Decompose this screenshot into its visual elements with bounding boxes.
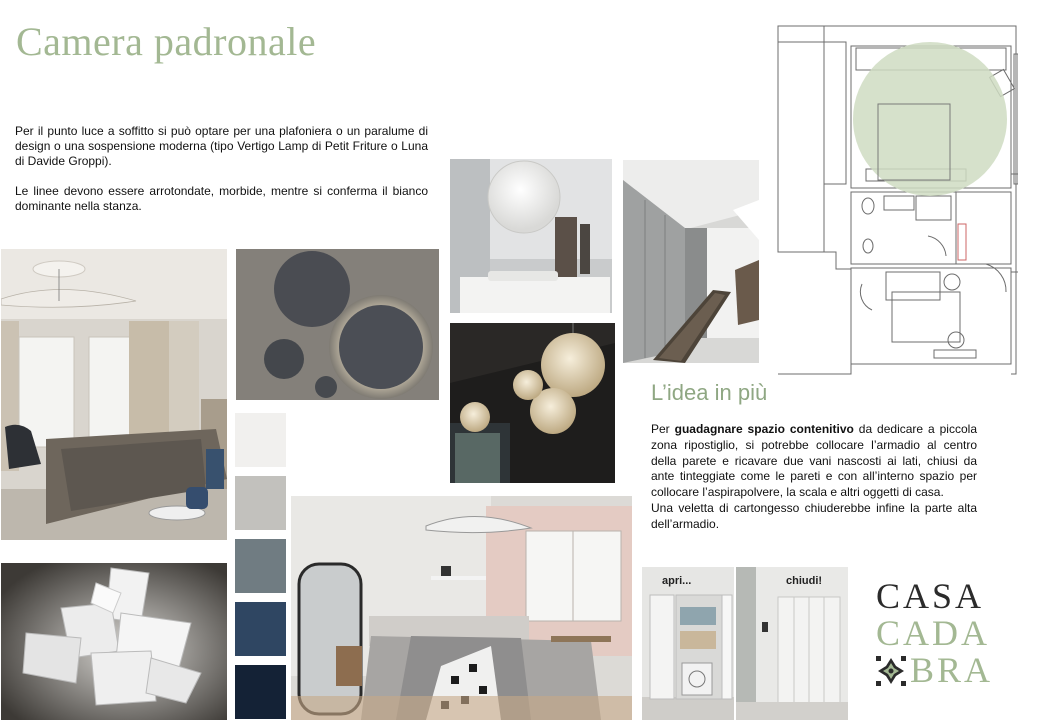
photo-paper-lamp [1,563,227,720]
color-swatch-1 [235,413,286,467]
intro-text [15,124,428,229]
photo-wardrobe-corridor [623,160,759,363]
floor-plan [776,24,1018,376]
color-swatch-2 [235,476,286,530]
photo-wardrobe-closed [736,567,848,720]
logo-tile-icon [876,656,906,686]
idea-text-bold: guadagnare spazio contenitivo [674,422,854,436]
photo-moon-lamp-bedroom [450,159,612,313]
color-swatch-5 [235,665,286,719]
intro-paragraph-2: Le linee devono essere arrotondate, morbide, mentre si conferma il bianco dominante nella stanza. [15,184,428,213]
idea-text-2: Una veletta di cartongesso chiuderebbe infine la parte alta dell’armadio. [651,500,977,531]
logo-line-1: CASA [876,576,985,616]
intro-paragraph-1: Per il punto luce a soffitto si può optare per una plafoniera o un paralume di design o una sospensione moderna (tipo Vertigo Lamp di Petit Friture o Luna di Davide Groppi). [15,124,428,168]
idea-text-after: da dedicare a piccola zona ripostiglio, si potrebbe collocare l’armadio al centro della parete e ricavare due vani nascosti ai lati, chiusi da ante tinteggiate come le pareti e con all’interno spazio per collocare l’aspirapolvere, la scala e altri oggetti di casa. [651,422,977,500]
photo-bedroom-vertigo [1,249,227,540]
idea-text-before: Per [651,422,675,436]
tag-open: apri... [662,575,692,587]
photo-hanging-moons [450,323,615,483]
color-swatch-4 [235,602,286,656]
logo-casacadabra [876,578,1006,689]
idea-text [651,422,977,533]
photo-wall-lights [236,249,439,400]
tag-close: chiudi! [786,575,823,587]
photo-bedroom-pink [291,496,632,720]
logo-line-3: BRA [910,650,994,690]
page-title: Camera padronale [16,19,317,64]
logo-line-2: CADA [876,613,991,653]
color-swatch-3 [235,539,286,593]
idea-title: L’idea in più [651,380,768,405]
logo-line-3-row [876,652,1006,689]
photo-wardrobe-open [642,567,734,720]
